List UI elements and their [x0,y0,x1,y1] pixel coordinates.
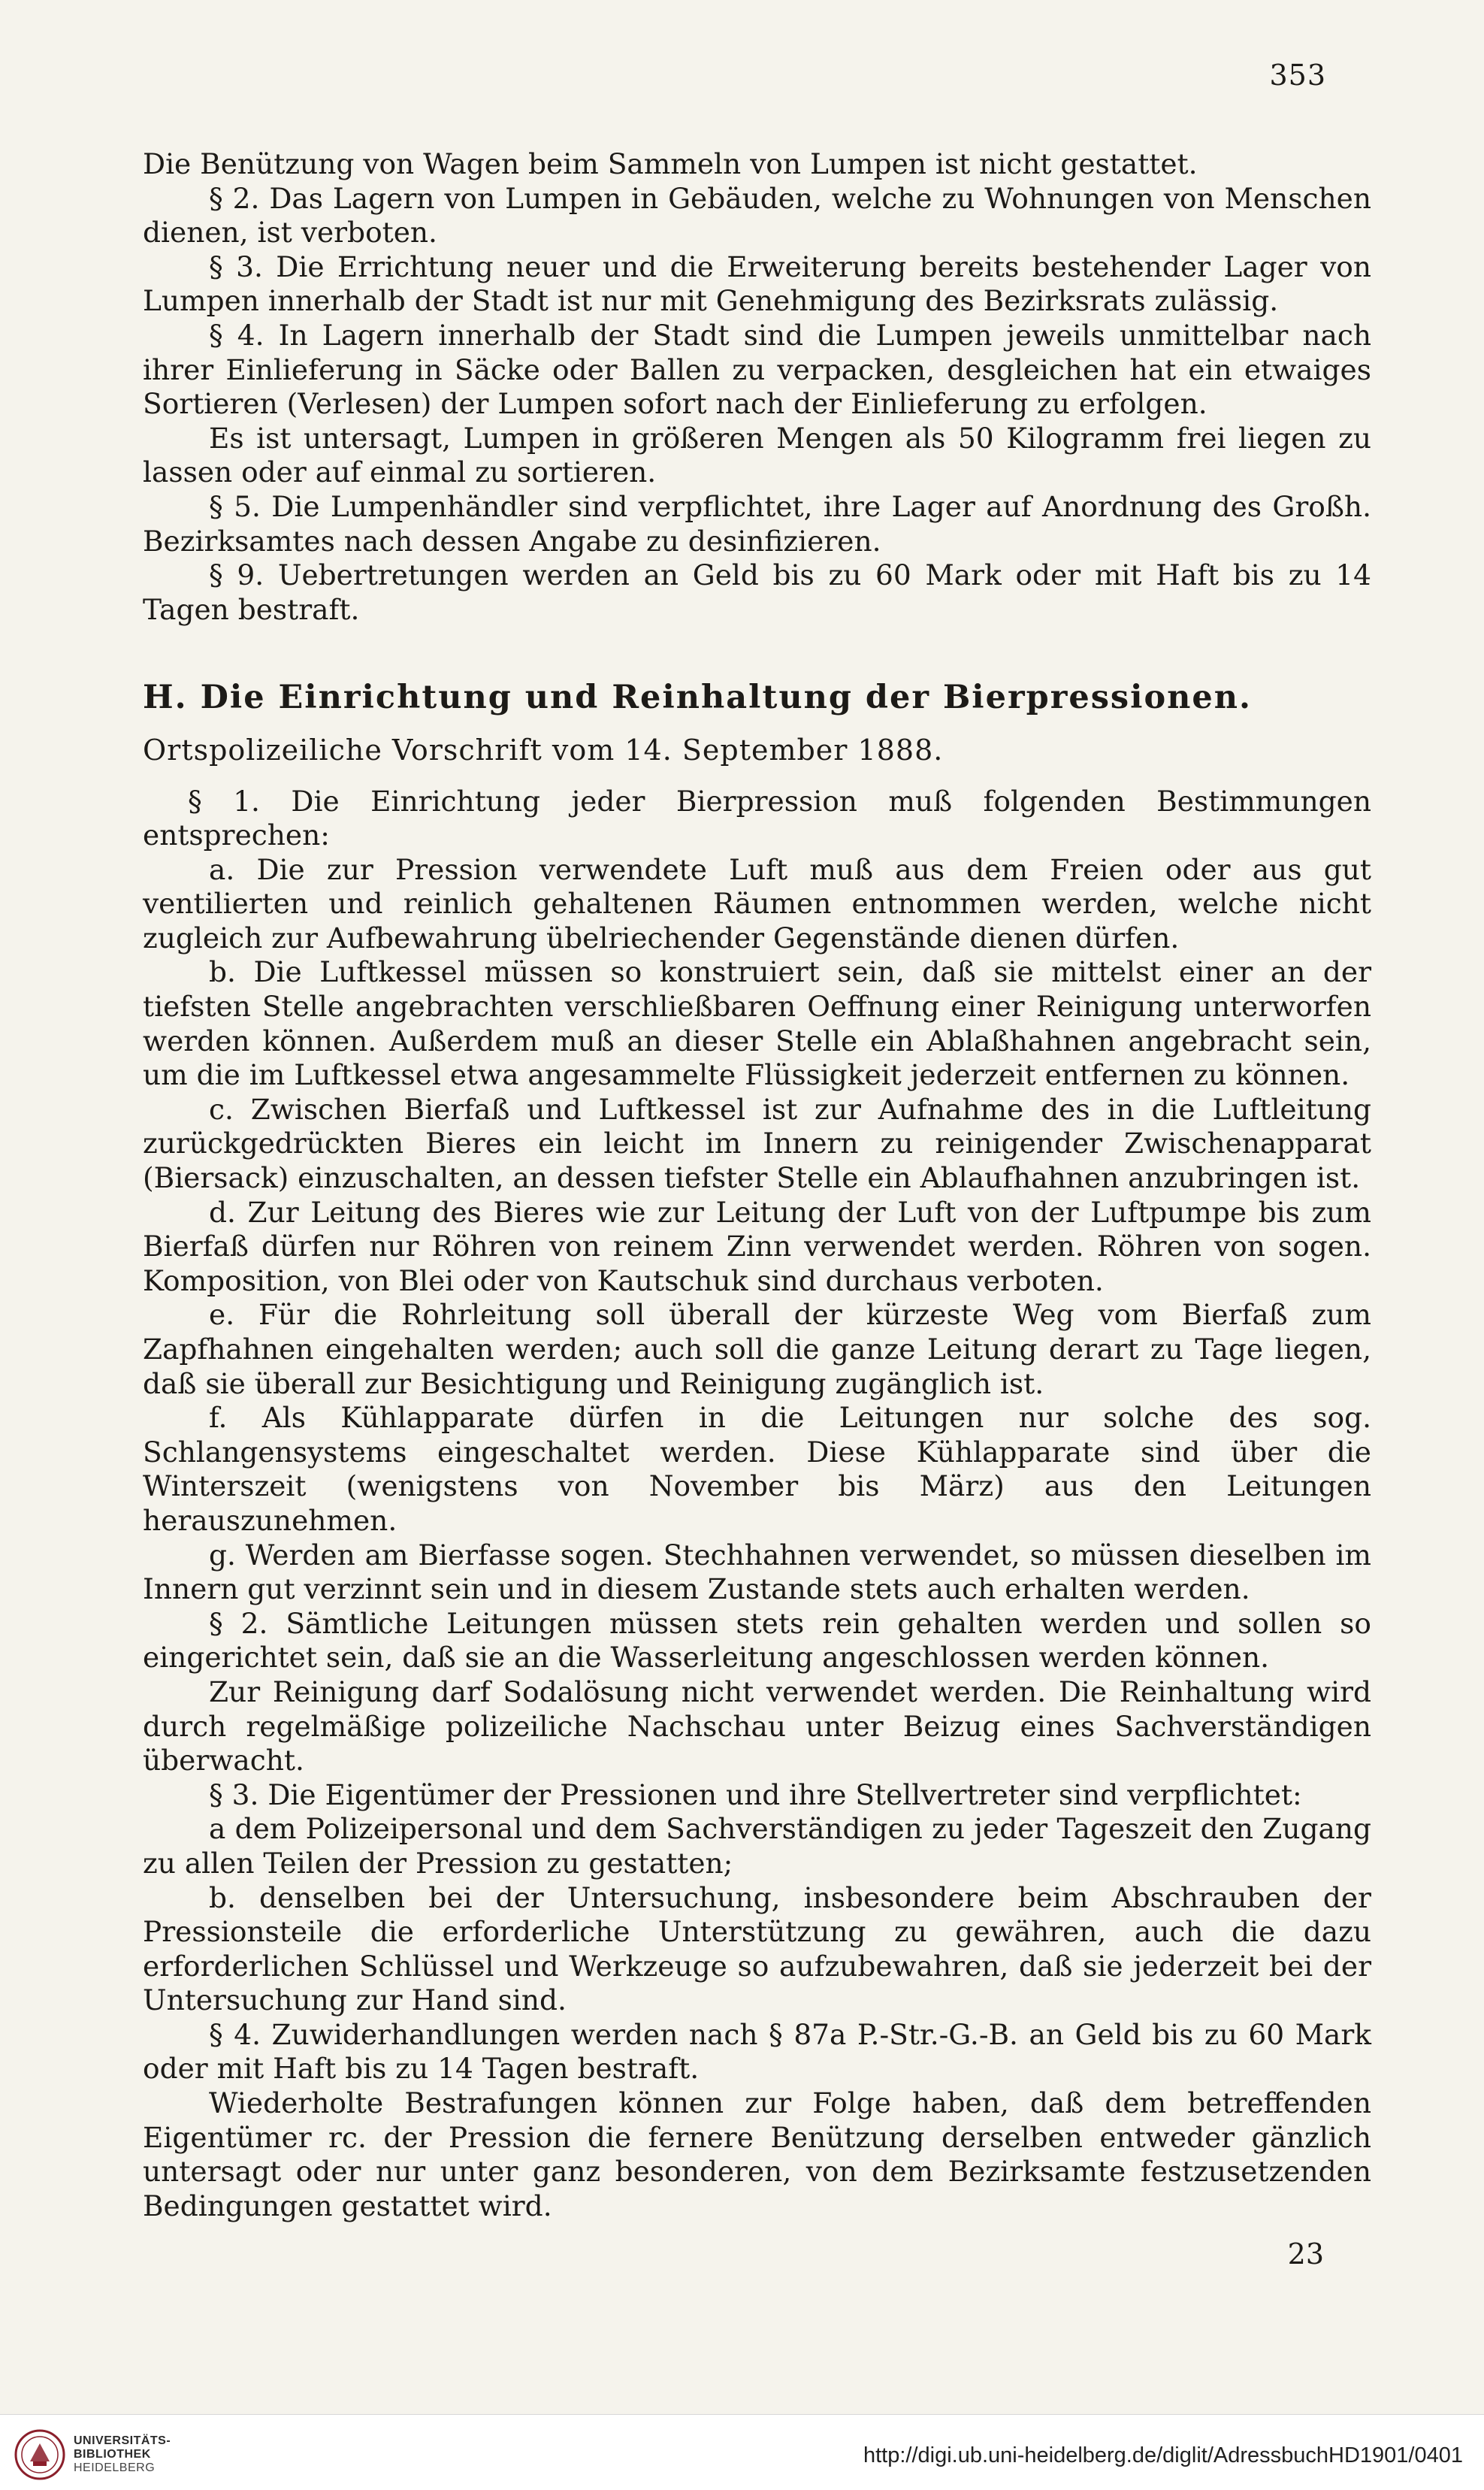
paragraph-bier-2-cont: Zur Reinigung darf Sodalösung nicht verwendet werden. Die Reinhaltung wird durch regelmäßige polizeiliche Nachschau unter Beizug eines Sachverständigen überwacht. [143,1675,1371,1777]
paragraph-bier-d: d. Zur Leitung des Bieres wie zur Leitung der Luft von der Luftpumpe bis zum Bierfaß dürfen nur Röhren von reinem Zinn verwendet werden. Röhren von sogen. Komposition, von Blei oder von Kautschuk sind durchaus verboten. [143,1195,1371,1297]
library-name-line-1: UNIVERSITÄTS- [74,2434,171,2447]
paragraph-bier-3: § 3. Die Eigentümer der Pressionen und ihre Stellvertreter sind verpflichtet: [209,1777,1302,1811]
paragraph-section-9: § 9. Uebertretungen werden an Geld bis zu 60 Mark oder mit Haft bis zu 14 Tagen bestraft. [143,558,1371,626]
university-seal-icon[interactable] [14,2428,66,2481]
paragraph-section-2: § 2. Das Lagern von Lumpen in Gebäuden, welche zu Wohnungen von Menschen dienen, ist verboten. [143,181,1371,250]
library-name-line-3: HEIDELBERG [74,2461,156,2474]
paragraph-section-3: § 3. Die Errichtung neuer und die Erweiterung bereits bestehender Lager von Lumpen innerhalb der Stadt ist nur mit Genehmigung des Bezirksrats zulässig. [143,250,1371,318]
paragraph-bier-1: § 1. Die Einrichtung jeder Bierpression muß folgenden Bestimmungen entsprechen: [143,784,1371,852]
library-name-line-2: BIBLIOTHEK [74,2448,151,2461]
paragraph-bier-e: e. Für die Rohrleitung soll überall der kürzeste Weg vom Bierfaß zum Zapfhahnen eingehalten werden; auch soll die ganze Leitung derart zu Tage liegen, daß sie überall zur Besichtigung und Reinigung zugänglich ist. [143,1298,1371,1400]
source-url-link[interactable]: http://digi.ub.uni-heidelberg.de/diglit/AdressbuchHD1901/0401 [863,2443,1463,2467]
section-subheading: Ortspolizeiliche Vorschrift vom 14. September 1888. [143,733,944,767]
sheet-signature: 23 [1287,2237,1324,2271]
paragraph-section-4: § 4. In Lagern innerhalb der Stadt sind die Lumpen jeweils unmittelbar nach ihrer Einlieferung in Säcke oder Ballen zu verpacken, desgleichen hat ein etwaiges Sortieren (Verlesen) der Lumpen sofort nach der Einlieferung zu erfolgen. [143,318,1371,421]
paragraph-bier-b: b. Die Luftkessel müssen so konstruiert sein, daß sie mittelst einer an der tiefsten Stelle angebrachten verschließbaren Oeffnung einer Reinigung unterworfen werden können. Außerdem muß an dieser Stelle ein Ablaßhahnen angebracht sein, um die im Luftkessel etwa angesammelte Flüssigkeit jederzeit entfernen zu können. [143,955,1371,1092]
paragraph-bier-a: a. Die zur Pression verwendete Luft muß aus dem Freien oder aus gut ventilierten und reinlich gehaltenen Räumen entnommen werden, welche nicht zugleich zur Aufbewahrung übelriechender Gegenstände dienen dürfen. [143,852,1371,955]
paragraph-bier-4: § 4. Zuwiderhandlungen werden nach § 87a P.-Str.-G.-B. an Geld bis zu 60 Mark oder mit Haft bis zu 14 Tagen bestraft. [143,2017,1371,2086]
footer-bar [0,2414,1484,2490]
paragraph-bier-3b: b. denselben bei der Untersuchung, insbesondere beim Abschrauben der Pressionsteile die erforderliche Unterstützung zu gewähren, auch die dazu erforderlichen Schlüssel und Werkzeuge so aufzubewahren, daß sie jederzeit bei der Untersuchung zur Hand sind. [143,1880,1371,2017]
section-heading: H. Die Einrichtung und Reinhaltung der Bierpressionen. [143,679,1253,717]
paragraph-bier-c: c. Zwischen Bierfaß und Luftkessel ist zur Aufnahme des in die Luftleitung zurückgedrückten Bieres ein leicht im Innern zu reinigender Zwischenapparat (Biersack) einzuschalten, an dessen tiefster Stelle ein Ablaufhahnen anzubringen ist. [143,1092,1371,1195]
paragraph-bier-g: g. Werden am Bierfasse sogen. Stechhahnen verwendet, so müssen dieselben im Innern gut verzinnt sein und in diesem Zustande stets auch erhalten werden. [143,1538,1371,1606]
page-body [143,147,1371,2223]
paragraph-bier-2: § 2. Sämtliche Leitungen müssen stets rein gehalten werden und sollen so eingerichtet sein, daß sie an die Wasserleitung angeschlossen werden können. [143,1606,1371,1675]
paragraph-bier-f: f. Als Kühlapparate dürfen in die Leitungen nur solche des sog. Schlangensystems eingeschaltet werden. Diese Kühlapparate sind über die Winterszeit (wenigstens von November bis März) aus den Leitungen herauszunehmen. [143,1401,1371,1537]
paragraph-bier-3a: a dem Polizeipersonal und dem Sachverständigen zu jeder Tageszeit den Zugang zu allen Teilen der Pression zu gestatten; [143,1812,1371,1880]
paragraph-bier-4-cont: Wiederholte Bestrafungen können zur Folge haben, daß dem betreffenden Eigentümer rc. der Pression die fernere Benützung derselben entweder gänzlich untersagt oder nur unter ganz besonderen, von dem Bezirksamte festzusetzenden Bedingungen gestattet wird. [143,2086,1371,2222]
library-name[interactable] [74,2434,171,2475]
page-number: 353 [1269,59,1326,92]
paragraph-section-5: § 5. Die Lumpenhändler sind verpflichtet, ihre Lager auf Anordnung des Großh. Bezirksamtes nach dessen Angabe zu desinfizieren. [143,489,1371,558]
paragraph-wagen: Die Benützung von Wagen beim Sammeln von Lumpen ist nicht gestattet. [143,147,1198,180]
paragraph-section-4-cont: Es ist untersagt, Lumpen in größeren Mengen als 50 Kilogramm frei liegen zu lassen oder auf einmal zu sortieren. [143,421,1371,489]
